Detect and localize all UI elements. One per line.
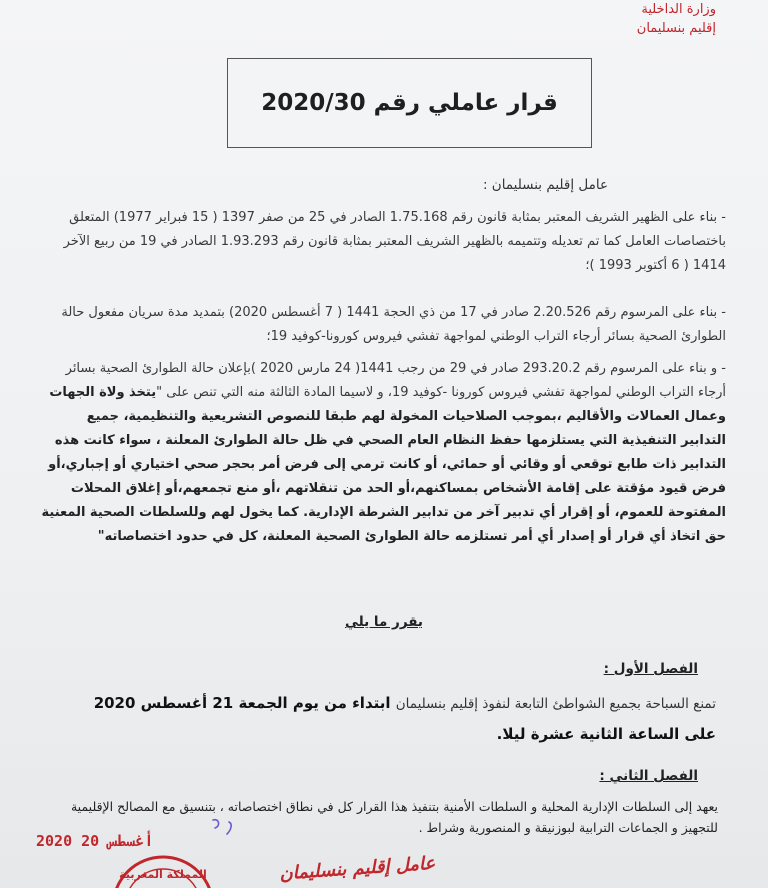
preamble-paragraph-3 [40, 357, 726, 549]
preamble-3-intro: - و بناء على المرسوم رقم 293.20.2 صادر في 29 من رجب 1441( 24 مارس 2020 )بإعلان حالة الطوارئ الصحية بسائر أرجاء التراب الوطني لمواجهة تفشي فيروس كورونا -كوفيد 19، و لاسيما المادة الثالثة منه التي تنص على " [65, 361, 726, 400]
section-2-title: الفصل الثاني : [599, 768, 698, 784]
decides-heading [0, 614, 768, 630]
addressee: عامل إقليم بنسليمان : [482, 177, 608, 193]
signature-text: عامل إقليم بنسليمان [278, 852, 436, 885]
decides-text: يقرر ما يلي [344, 614, 424, 630]
preamble-paragraph-1: - بناء على الظهير الشريف المعتبر بمثابة قانون رقم 1.75.168 الصادر في 25 من صفر 1397 ( 15 فبراير 1977) المتعلق باختصاصات العامل كما تم تعديله وتتميمه بالظهير الشريف المعتبر بمثابة قانون رقم 1.93.293 الصادر في 19 من ربيع الآخر 1414 ( 6 أكتوبر 1993 )؛ [63, 210, 726, 273]
province-name: إقليم بنسليمان [636, 21, 716, 36]
seal-text: المملكة المغربية [119, 868, 207, 881]
signature-icon [250, 845, 440, 888]
section-1-text-plain: تمنع السباحة بجميع الشواطئ التابعة لنفوذ إقليم بنسليمان [395, 696, 716, 712]
letterhead [536, 0, 716, 38]
decision-title: قرار عاملي رقم 2020/30 [261, 90, 558, 116]
preamble-3-quote: يتخذ ولاة الجهات وعمال العمالات والأقاليم ،بموجب الصلاحيات المخولة لهم طبقا للنصوص التشريعية والتنظيمية، جميع التدابير التنفيذية التي يستلزمها حفظ النظام العام الصحي في ظل حالة الطوارئ المعلنة ، سواء كانت هذه التدابير ذات طابع توقعي أو وقائي أو حمائي، أو كانت ترمي إلى فرض أمر بحجر صحي اختياري أو إجباري،أو فرض قيود مؤقتة على إقامة الأشخاص بمساكنهم،أو الحد من تنقلاتهم ،أو منع تجمعهم،أو إغلاق المحلات المفتوحة للعموم، أو إقرار أي تدبير آخر من تدابير الشرطة الإدارية. كما يخول لهم وللسلطات الصحية المعنية حق اتخاذ أي قرار أو إصدار أي أمر تستلزمه حالة الطوارئ الصحية المعلنة، كل في حدود اختصاصاته" [41, 385, 726, 544]
ministry-name: وزارة الداخلية [641, 2, 716, 17]
official-seal-icon [108, 852, 218, 888]
handwritten-mark-icon [207, 812, 241, 838]
date-stamp: 2020 أغسطس 20 [36, 832, 154, 850]
title-box [227, 58, 592, 148]
section-1-title: الفصل الأول : [603, 661, 698, 677]
section-1-body [60, 688, 716, 749]
section-2-body: يعهد إلى السلطات الإدارية المحلية و السلطات الأمنية بتنفيذ هذا القرار كل في نطاق اختصاصاته ، بتنسيق مع المصالح الإقليمية للتجهيز و الجماعات الترابية لبوزنيقة و المنصورية وشراط . [70, 799, 718, 835]
section-1-text-bold: ابتداء من يوم الجمعة 21 أغسطس 2020 على الساعة الثانية عشرة ليلا. [93, 694, 716, 743]
preamble-paragraph-2: - بناء على المرسوم رقم 2.20.526 صادر في 17 من ذي الحجة 1441 ( 7 أغسطس 2020) بتمديد مدة سريان مفعول حالة الطوارئ الصحية بسائر أرجاء التراب الوطني لمواجهة تفشي فيروس كورونا-كوفيد 19؛ [61, 305, 726, 344]
